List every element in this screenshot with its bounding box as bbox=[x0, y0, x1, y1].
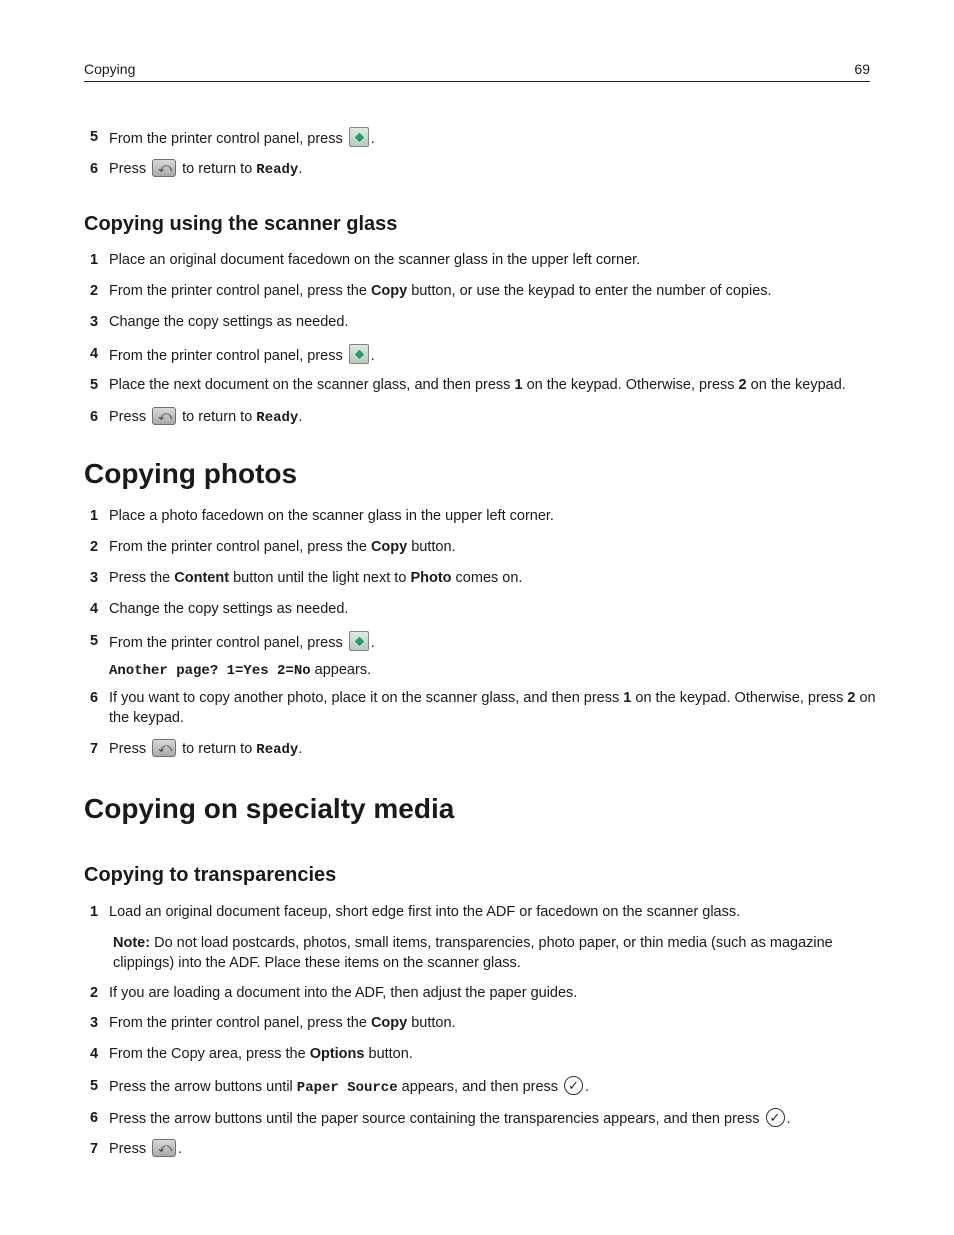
step-item: 5 From the printer control panel, press . Another page? 1=Yes 2=No appears. bbox=[90, 633, 375, 679]
back-button-icon bbox=[152, 1139, 176, 1157]
step-item: 6 If you want to copy another photo, place it on the scanner glass, and then press 1 on the keypad. Otherwise, press 2 on the keypad. bbox=[90, 690, 876, 726]
section-heading: Copying using the scanner glass bbox=[84, 213, 398, 235]
step-item: 7 Press ⤺ to return to Ready. bbox=[90, 739, 880, 760]
note-label: Note: bbox=[113, 935, 151, 951]
step-item: 1 Load an original document faceup, short edge first into the ADF or facedown on the scanner glass. bbox=[90, 904, 741, 920]
step-item: 1 Place an original document facedown on the scanner glass in the upper left corner. bbox=[90, 252, 641, 268]
start-button-icon bbox=[349, 344, 369, 364]
step-item: 3 From the printer control panel, press the Copy button. bbox=[90, 1015, 456, 1031]
start-button-icon bbox=[349, 127, 369, 147]
back-button-icon bbox=[152, 739, 176, 757]
start-button-icon bbox=[349, 631, 369, 651]
step-item: 3 Press the Content button until the light next to Photo comes on. bbox=[90, 570, 523, 586]
select-check-icon bbox=[564, 1076, 583, 1095]
chapter-heading: Copying photos bbox=[84, 458, 298, 489]
step-item: 2 If you are loading a document into the ADF, then adjust the paper guides. bbox=[90, 985, 578, 1001]
section-heading: Copying to transparencies bbox=[84, 864, 337, 886]
display-message: Another page? 1=Yes 2=No bbox=[109, 663, 311, 679]
page-number: 69 bbox=[854, 61, 870, 77]
step-item: 6 Press ⤺ to return to Ready. bbox=[90, 159, 880, 180]
step-item: 5 From the printer control panel, press . bbox=[90, 129, 375, 147]
back-button-icon bbox=[152, 407, 176, 425]
step-item: 2 From the printer control panel, press the Copy button. bbox=[90, 539, 456, 555]
step-item: 6 Press the arrow buttons until the paper source containing the transparencies appears, and then press ✓ . bbox=[90, 1108, 880, 1129]
step-item: 1 Place a photo facedown on the scanner glass in the upper left corner. bbox=[90, 508, 554, 524]
step-item: 3 Change the copy settings as needed. bbox=[90, 314, 349, 330]
page-header bbox=[84, 61, 870, 82]
step-item: 4 From the printer control panel, press . bbox=[90, 346, 375, 364]
step-item: 2 From the printer control panel, press the Copy button, or use the keypad to enter the number of copies. bbox=[90, 283, 772, 299]
chapter-heading: Copying on specialty media bbox=[84, 793, 455, 824]
note-block: Note: Do not load postcards, photos, small items, transparencies, photo paper, or thin media (such as magazine clippings) into the ADF. Place these items on the scanner glass. bbox=[113, 935, 833, 971]
header-section: Copying bbox=[84, 61, 136, 77]
step-item: 6 Press ⤺ to return to Ready. bbox=[90, 407, 880, 428]
step-item: 5 Place the next document on the scanner glass, and then press 1 on the keypad. Otherwise, press 2 on the keypad. bbox=[90, 377, 846, 393]
step-item: 4 From the Copy area, press the Options button. bbox=[90, 1046, 413, 1062]
step-item: 4 Change the copy settings as needed. bbox=[90, 601, 349, 617]
step-item: 7 Press ⤺ . bbox=[90, 1139, 880, 1159]
select-check-icon bbox=[766, 1108, 785, 1127]
back-button-icon bbox=[152, 159, 176, 177]
step-item: 5 Press the arrow buttons until Paper Source appears, and then press ✓ . bbox=[90, 1076, 880, 1098]
